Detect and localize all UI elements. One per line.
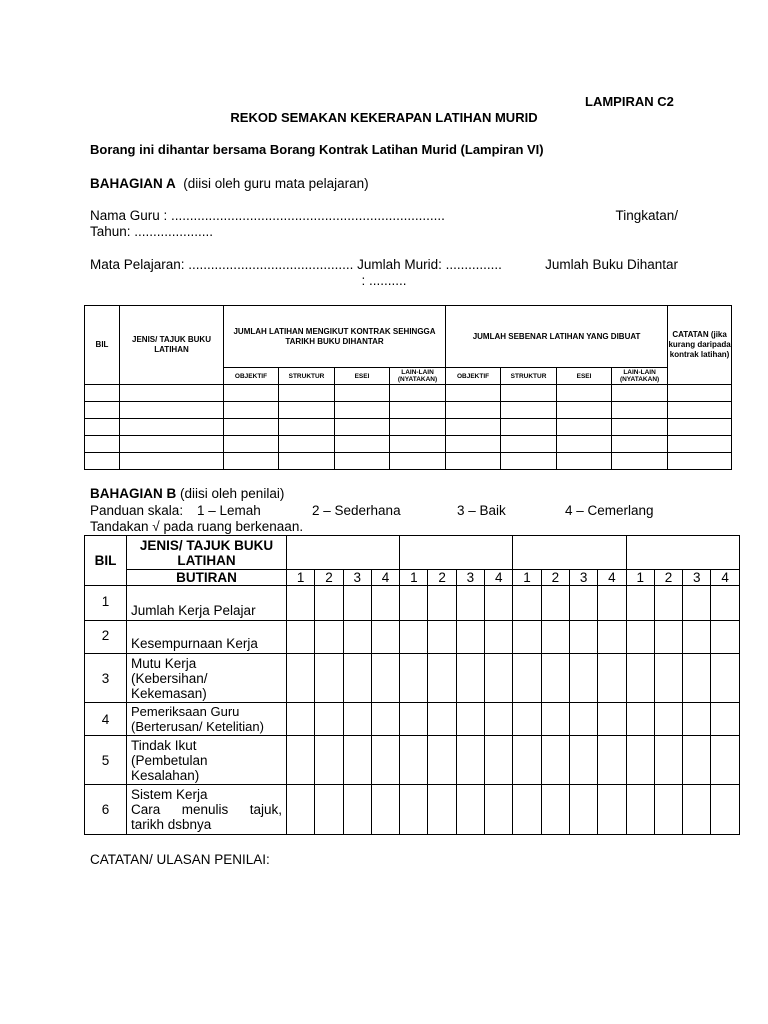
table-row (85, 402, 732, 419)
scale-2: 2 – Sederhana (312, 503, 401, 518)
score-header: 3 (569, 570, 597, 586)
bahagian-a-note: (diisi oleh guru mata pelajaran) (183, 176, 369, 191)
scale-4: 4 – Cemerlang (565, 503, 654, 518)
score-header: 4 (485, 570, 513, 586)
bahagian-b-note: (diisi oleh penilai) (180, 486, 285, 501)
jumlah-buku-label: Jumlah Buku Dihantar (545, 257, 678, 272)
table-row (85, 385, 732, 402)
sub-objektif: OBJEKTIF (224, 368, 279, 385)
lampiran-label: LAMPIRAN C2 (585, 94, 674, 109)
table-row (85, 419, 732, 436)
mata-pelajaran-field: Mata Pelajaran: ............................................ Jumlah Murid: ............... (90, 257, 502, 272)
sub-lain-lain: LAIN-LAIN (NYATAKAN) (612, 368, 668, 385)
scale-3: 3 – Baik (457, 503, 506, 518)
sub-objektif: OBJEKTIF (446, 368, 501, 385)
sub-esei: ESEI (335, 368, 390, 385)
borang-note: Borang ini dihantar bersama Borang Kontrak Latihan Murid (Lampiran VI) (90, 142, 544, 157)
nama-guru-line (90, 208, 678, 240)
panduan-label: Panduan skala: (90, 503, 184, 518)
score-header: 3 (456, 570, 484, 586)
row6-extra: Cara menulis tajuk, tarikh dsbnya (131, 802, 282, 832)
table-row (85, 453, 732, 470)
table-b-header-butiran: BUTIRAN (127, 570, 287, 586)
bahagian-a-heading (90, 176, 369, 191)
sub-struktur: STRUKTUR (279, 368, 335, 385)
score-header: 4 (711, 570, 739, 586)
score-header: 4 (371, 570, 399, 586)
score-header: 2 (428, 570, 456, 586)
score-header: 1 (626, 570, 654, 586)
table-a-header-kontrak: JUMLAH LATIHAN MENGIKUT KONTRAK SEHINGGA TARIKH BUKU DIHANTAR (224, 306, 446, 368)
score-header: 2 (315, 570, 343, 586)
table-a-header-bil: BIL (85, 306, 120, 385)
table-row (85, 436, 732, 453)
tingkatan-field: Tingkatan/ (615, 208, 678, 223)
table-row: 4 Pemeriksaan Guru (Berterusan/ Ketelitian) (85, 703, 740, 736)
table-b-header-bil: BIL (85, 536, 127, 586)
nama-guru-field: Nama Guru : ......................................................................... (90, 208, 445, 223)
bahagian-a-table (84, 305, 732, 470)
score-header: 1 (513, 570, 541, 586)
sub-struktur: STRUKTUR (501, 368, 557, 385)
score-header: 2 (654, 570, 682, 586)
score-header: 1 (287, 570, 315, 586)
bahagian-b-label: BAHAGIAN B (90, 486, 177, 501)
jumlah-buku-field: : .......... (361, 273, 407, 288)
score-header: 3 (683, 570, 711, 586)
score-header: 1 (400, 570, 428, 586)
score-header: 3 (343, 570, 371, 586)
table-row: 2 Kesempurnaan Kerja (85, 621, 740, 654)
table-a-header-jenis: JENIS/ TAJUK BUKU LATIHAN (120, 306, 224, 385)
tandakan-note: Tandakan √ pada ruang berkenaan. (90, 519, 304, 534)
bahagian-b-heading (90, 486, 284, 501)
table-row: 6 Sistem Kerja Cara menulis tajuk, tarikh dsbnya (85, 785, 740, 835)
page-title: REKOD SEMAKAN KEKERAPAN LATIHAN MURID (230, 110, 538, 125)
table-b-header-jenis: JENIS/ TAJUK BUKU LATIHAN (127, 536, 287, 570)
table-a-header-sebenar: JUMLAH SEBENAR LATIHAN YANG DIBUAT (446, 306, 668, 368)
table-row: 3 Mutu Kerja (Kebersihan/ Kekemasan) (85, 654, 740, 703)
tahun-field: Tahun: ..................... (90, 224, 214, 239)
scale-1: 1 – Lemah (197, 503, 261, 518)
score-header: 2 (541, 570, 569, 586)
table-row: 5 Tindak Ikut (Pembetulan Kesalahan) (85, 736, 740, 785)
catatan-ulasan-penilai: CATATAN/ ULASAN PENILAI: (90, 852, 270, 867)
bahagian-b-table (84, 535, 740, 835)
score-header: 4 (598, 570, 626, 586)
table-row: 1 Jumlah Kerja Pelajar (85, 586, 740, 621)
sub-lain-lain: LAIN-LAIN (NYATAKAN) (390, 368, 446, 385)
sub-esei: ESEI (557, 368, 612, 385)
table-a-header-catatan: CATATAN (jika kurang daripada kontrak latihan) (668, 306, 732, 385)
bahagian-a-label: BAHAGIAN A (90, 176, 176, 191)
mata-pelajaran-line (90, 257, 678, 289)
